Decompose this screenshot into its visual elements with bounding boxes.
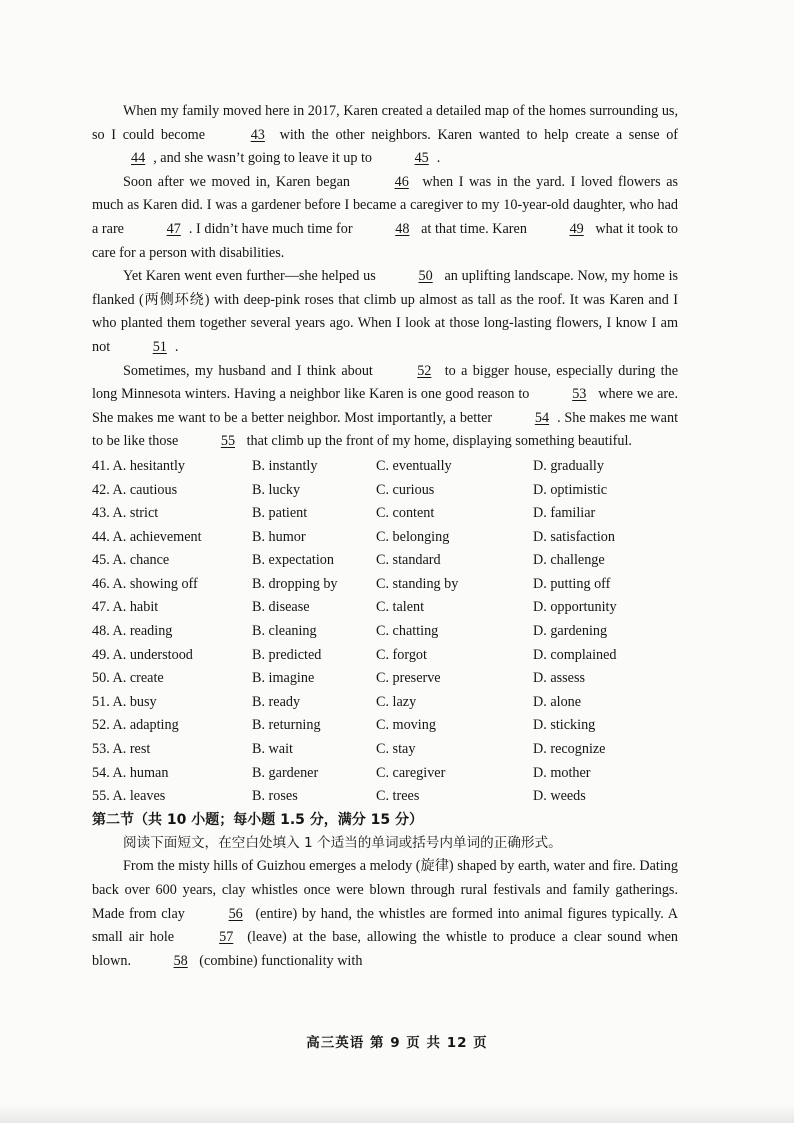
- option-c: C. forgot: [376, 646, 427, 663]
- option-c: C. stay: [376, 741, 416, 758]
- option-a: 43. A. strict: [92, 505, 159, 522]
- text: . I didn’t have much time for: [188, 220, 353, 237]
- passage-paragraph-2: [92, 171, 678, 265]
- blank-47: 47: [166, 220, 181, 237]
- option-b: B. dropping by: [252, 575, 338, 592]
- option-b: B. gardener: [252, 764, 319, 781]
- option-b: B. predicted: [252, 646, 322, 663]
- blank-48: 48: [395, 220, 410, 237]
- option-b: B. cleaning: [252, 623, 317, 640]
- option-b: B. expectation: [252, 552, 334, 569]
- blank-45: 45: [414, 150, 429, 167]
- blank-52: 52: [417, 362, 432, 379]
- option-d: D. familiar: [533, 505, 596, 522]
- text: . She makes me want to be like those: [92, 409, 679, 450]
- option-b: B. imagine: [252, 670, 315, 687]
- text: an uplifting landscape. Now, my home is flanked (两侧环绕) with deep-pink roses that climb up almost as tall as the roof. It was Karen and I who planted them together several years ago. When I look at those long-lasting flowers, I know I am not: [92, 268, 679, 355]
- text: Sometimes, my husband and I think about: [123, 362, 373, 379]
- option-a: 52. A. adapting: [92, 717, 179, 734]
- option-c: C. standing by: [376, 575, 459, 592]
- option-c: C. preserve: [376, 670, 441, 687]
- option-row-48: [92, 620, 678, 644]
- answer-options: [92, 455, 678, 809]
- option-d: D. mother: [533, 764, 591, 781]
- passage-paragraph-4: [92, 360, 678, 454]
- option-c: C. lazy: [376, 693, 417, 710]
- blank-55: 55: [220, 433, 236, 450]
- option-c: C. caregiver: [376, 764, 446, 781]
- option-row-43: [92, 502, 678, 526]
- blank-49: 49: [569, 220, 584, 237]
- text: , and she wasn’t going to leave it up to: [153, 150, 373, 167]
- option-c: C. standard: [376, 552, 441, 569]
- scan-edge-shadow: [0, 1105, 794, 1123]
- option-c: C. belonging: [376, 528, 450, 545]
- blank-58: 58: [173, 952, 188, 969]
- option-row-55: [92, 785, 678, 809]
- option-c: C. moving: [376, 717, 436, 734]
- text: From the misty hills of Guizhou emerges a melody (旋律) shaped by earth, water and fire. Dating back over 600 years, clay whistles once were blown through rural festivals and family gatherings. Made from clay: [92, 858, 678, 922]
- option-a: 55. A. leaves: [92, 788, 166, 805]
- option-c: C. trees: [376, 788, 420, 805]
- option-row-45: [92, 549, 678, 573]
- text: with the other neighbors. Karen wanted to help create a sense of: [279, 126, 679, 143]
- option-row-51: [92, 691, 678, 715]
- option-a: 48. A. reading: [92, 623, 173, 640]
- blank-57: 57: [219, 929, 234, 946]
- option-a: 53. A. rest: [92, 741, 151, 758]
- option-c: C. content: [376, 505, 435, 522]
- option-d: D. complained: [533, 646, 617, 663]
- text: to a bigger house, especially during the long Minnesota winters. Having a neighbor like Karen is one good reason to: [92, 362, 678, 403]
- text: (entire) by hand, the whistles are formed into animal figures typically. A small air hole: [92, 905, 678, 946]
- option-b: B. disease: [252, 599, 310, 616]
- passage2-paragraph: [92, 855, 678, 973]
- text: .: [174, 338, 179, 355]
- option-b: B. roses: [252, 788, 298, 805]
- option-b: B. patient: [252, 505, 308, 522]
- text: at that time. Karen: [421, 220, 527, 237]
- option-a: 54. A. human: [92, 764, 169, 781]
- text: Soon after we moved in, Karen began: [123, 173, 350, 190]
- option-c: C. eventually: [376, 457, 452, 474]
- option-d: D. assess: [533, 670, 586, 687]
- option-d: D. recognize: [533, 741, 606, 758]
- option-row-41: [92, 455, 678, 479]
- text: .: [436, 150, 441, 167]
- option-a: 50. A. create: [92, 670, 164, 687]
- option-a: 44. A. achievement: [92, 528, 202, 545]
- section-heading: 第二节（共 10 小题；每小题 1.5 分，满分 15 分）: [92, 811, 424, 828]
- section-instruction: 阅读下面短文，在空白处填入 1 个适当的单词或括号内单词的正确形式。: [123, 835, 562, 852]
- option-d: D. opportunity: [533, 599, 617, 616]
- text: When my family moved here in 2017, Karen created a detailed map of the homes surrounding us, so I could become: [92, 103, 678, 143]
- option-b: B. ready: [252, 693, 301, 710]
- blank-56: 56: [228, 905, 243, 922]
- option-d: D. putting off: [533, 575, 611, 592]
- option-d: D. sticking: [533, 717, 596, 734]
- text: when I was in the yard. I loved flowers as much as Karen did. I was a gardener before I became a caregiver to my 10-year-old daughter, who had a rare: [92, 173, 679, 237]
- option-d: D. gardening: [533, 623, 608, 640]
- option-a: 45. A. chance: [92, 552, 170, 569]
- option-row-52: [92, 714, 678, 738]
- option-row-44: [92, 526, 678, 550]
- blank-50: 50: [418, 268, 433, 285]
- text: Yet Karen went even further—she helped us: [123, 268, 376, 285]
- passage-paragraph-1: [92, 100, 678, 171]
- option-row-46: [92, 573, 678, 597]
- option-c: C. chatting: [376, 623, 439, 640]
- option-a: 47. A. habit: [92, 599, 159, 616]
- option-d: D. satisfaction: [533, 528, 615, 545]
- option-row-49: [92, 644, 678, 668]
- option-b: B. lucky: [252, 481, 301, 498]
- exam-page: [92, 100, 678, 973]
- blank-43: 43: [250, 126, 265, 143]
- option-d: D. optimistic: [533, 481, 608, 498]
- blank-44: 44: [131, 150, 146, 167]
- option-row-47: [92, 596, 678, 620]
- blank-53: 53: [572, 386, 587, 403]
- option-d: D. weeds: [533, 788, 586, 805]
- blank-54: 54: [534, 409, 550, 426]
- text: that climb up the front of my home, displaying something beautiful.: [246, 433, 632, 450]
- option-b: B. returning: [252, 717, 321, 734]
- option-a: 51. A. busy: [92, 693, 157, 710]
- option-b: B. instantly: [252, 457, 318, 474]
- passage-paragraph-3: [92, 265, 678, 359]
- option-d: D. alone: [533, 693, 582, 710]
- text: what it took to care for a person with disabilities.: [92, 220, 679, 261]
- option-a: 41. A. hesitantly: [92, 457, 186, 474]
- option-row-42: [92, 479, 678, 503]
- text: where we are. She makes me want to be a better neighbor. Most importantly, a better: [92, 386, 678, 426]
- option-row-50: [92, 667, 678, 691]
- option-c: C. curious: [376, 481, 435, 498]
- option-a: 42. A. cautious: [92, 481, 178, 498]
- blank-51: 51: [152, 338, 167, 355]
- option-d: D. gradually: [533, 457, 604, 474]
- option-b: B. humor: [252, 528, 306, 545]
- blank-46: 46: [394, 173, 409, 190]
- text: (combine) functionality with: [199, 952, 363, 969]
- option-a: 49. A. understood: [92, 646, 193, 663]
- option-c: C. talent: [376, 599, 425, 616]
- option-d: D. challenge: [533, 552, 605, 569]
- option-a: 46. A. showing off: [92, 575, 198, 592]
- text: (leave) at the base, allowing the whistle to produce a clear sound when blown.: [92, 929, 679, 969]
- option-b: B. wait: [252, 741, 293, 758]
- page-footer: 高三英语 第 9 页 共 12 页: [306, 1035, 488, 1051]
- option-row-53: [92, 738, 678, 762]
- option-row-54: [92, 762, 678, 786]
